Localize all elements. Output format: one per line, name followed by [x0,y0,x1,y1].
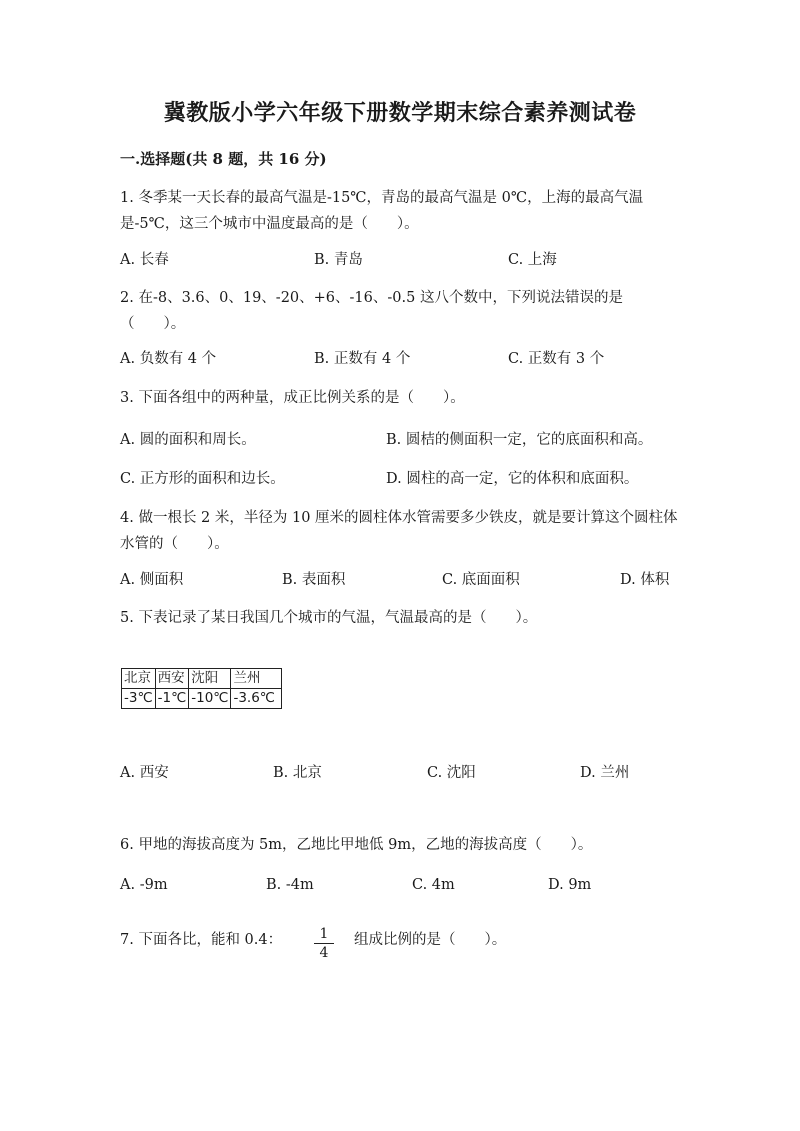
option-c[interactable]: C. 沈阳 [427,765,476,781]
fraction-bar [314,943,334,944]
question-3-options-row1 [0,428,800,452]
table-header-row [122,669,282,689]
table-cell: 西安 [155,669,189,689]
question-4-options [0,568,800,592]
option-c[interactable]: C. 正方形的面积和边长。 [120,471,285,487]
table-cell: -1℃ [155,689,189,709]
question-4: 4. 做一根长 2 米，半径为 10 厘米的圆柱体水管需要多少铁皮，就是要计算这个圆柱体水管的（ ）。 [120,510,678,552]
question-1: 1. 冬季某一天长春的最高气温是-15℃，青岛的最高气温是 0℃，上海的最高气温是-5℃，这三个城市中温度最高的是（ ）。 [120,190,644,232]
option-b[interactable]: B. 北京 [273,765,322,781]
question-2-options [0,347,800,371]
question-3-options-row2 [0,467,800,491]
page-title: 冀教版小学六年级下册数学期末综合素养测试卷 [163,100,637,126]
table-cell: -3.6℃ [231,689,282,709]
option-b[interactable]: B. 表面积 [282,572,346,588]
option-a[interactable]: A. 圆的面积和周长。 [120,432,256,448]
question-3: 3. 下面各组中的两种量，成正比例关系的是（ ）。 [120,390,465,406]
table-cell: 兰州 [231,669,282,689]
option-b[interactable]: B. 正数有 4 个 [314,351,411,367]
option-d[interactable]: D. 体积 [620,572,670,588]
table-cell: 北京 [122,669,156,689]
option-c[interactable]: C. 正数有 3 个 [508,351,605,367]
option-b[interactable]: B. -4m [266,877,314,893]
option-a[interactable]: A. -9m [120,877,168,893]
option-c[interactable]: C. 4m [412,877,455,893]
question-6: 6. 甲地的海拔高度为 5m，乙地比甲地低 9m，乙地的海拔高度（ ）。 [120,837,593,853]
question-6-options [0,877,800,901]
fraction-denominator: 4 [319,945,329,961]
option-d[interactable]: D. 9m [548,877,592,893]
question-5-options [0,761,800,785]
option-d[interactable]: D. 兰州 [580,765,630,781]
table-cell: -10℃ [189,689,231,709]
option-a[interactable]: A. 西安 [120,765,169,781]
table-cell: -3℃ [122,689,156,709]
option-c[interactable]: C. 底面面积 [442,572,520,588]
question-7-suffix: 组成比例的是（ ）。 [354,932,507,948]
option-d[interactable]: D. 圆柱的高一定，它的体积和底面积。 [386,471,639,487]
table-row [122,689,282,709]
option-b[interactable]: B. 青岛 [314,252,363,268]
option-c[interactable]: C. 上海 [508,252,557,268]
option-a[interactable]: A. 侧面积 [120,572,184,588]
option-b[interactable]: B. 圆桔的侧面积一定，它的底面积和高。 [386,432,653,448]
fraction-one-quarter [312,926,336,961]
question-5: 5. 下表记录了某日我国几个城市的气温，气温最高的是（ ）。 [120,610,538,626]
option-a[interactable]: A. 负数有 4 个 [120,351,217,367]
question-7-prefix: 7. 下面各比，能和 0.4： [120,932,283,948]
fraction-numerator: 1 [319,926,329,942]
section-heading: 一.选择题(共 8 题，共 16 分) [120,150,327,168]
table-cell: 沈阳 [189,669,231,689]
option-a[interactable]: A. 长春 [120,252,169,268]
question-2: 2. 在-8、3.6、0、19、-20、+6、-16、-0.5 这八个数中，下列说法错误的是（ ）。 [120,290,623,332]
question-1-options [0,248,800,272]
temperature-table [121,668,282,709]
